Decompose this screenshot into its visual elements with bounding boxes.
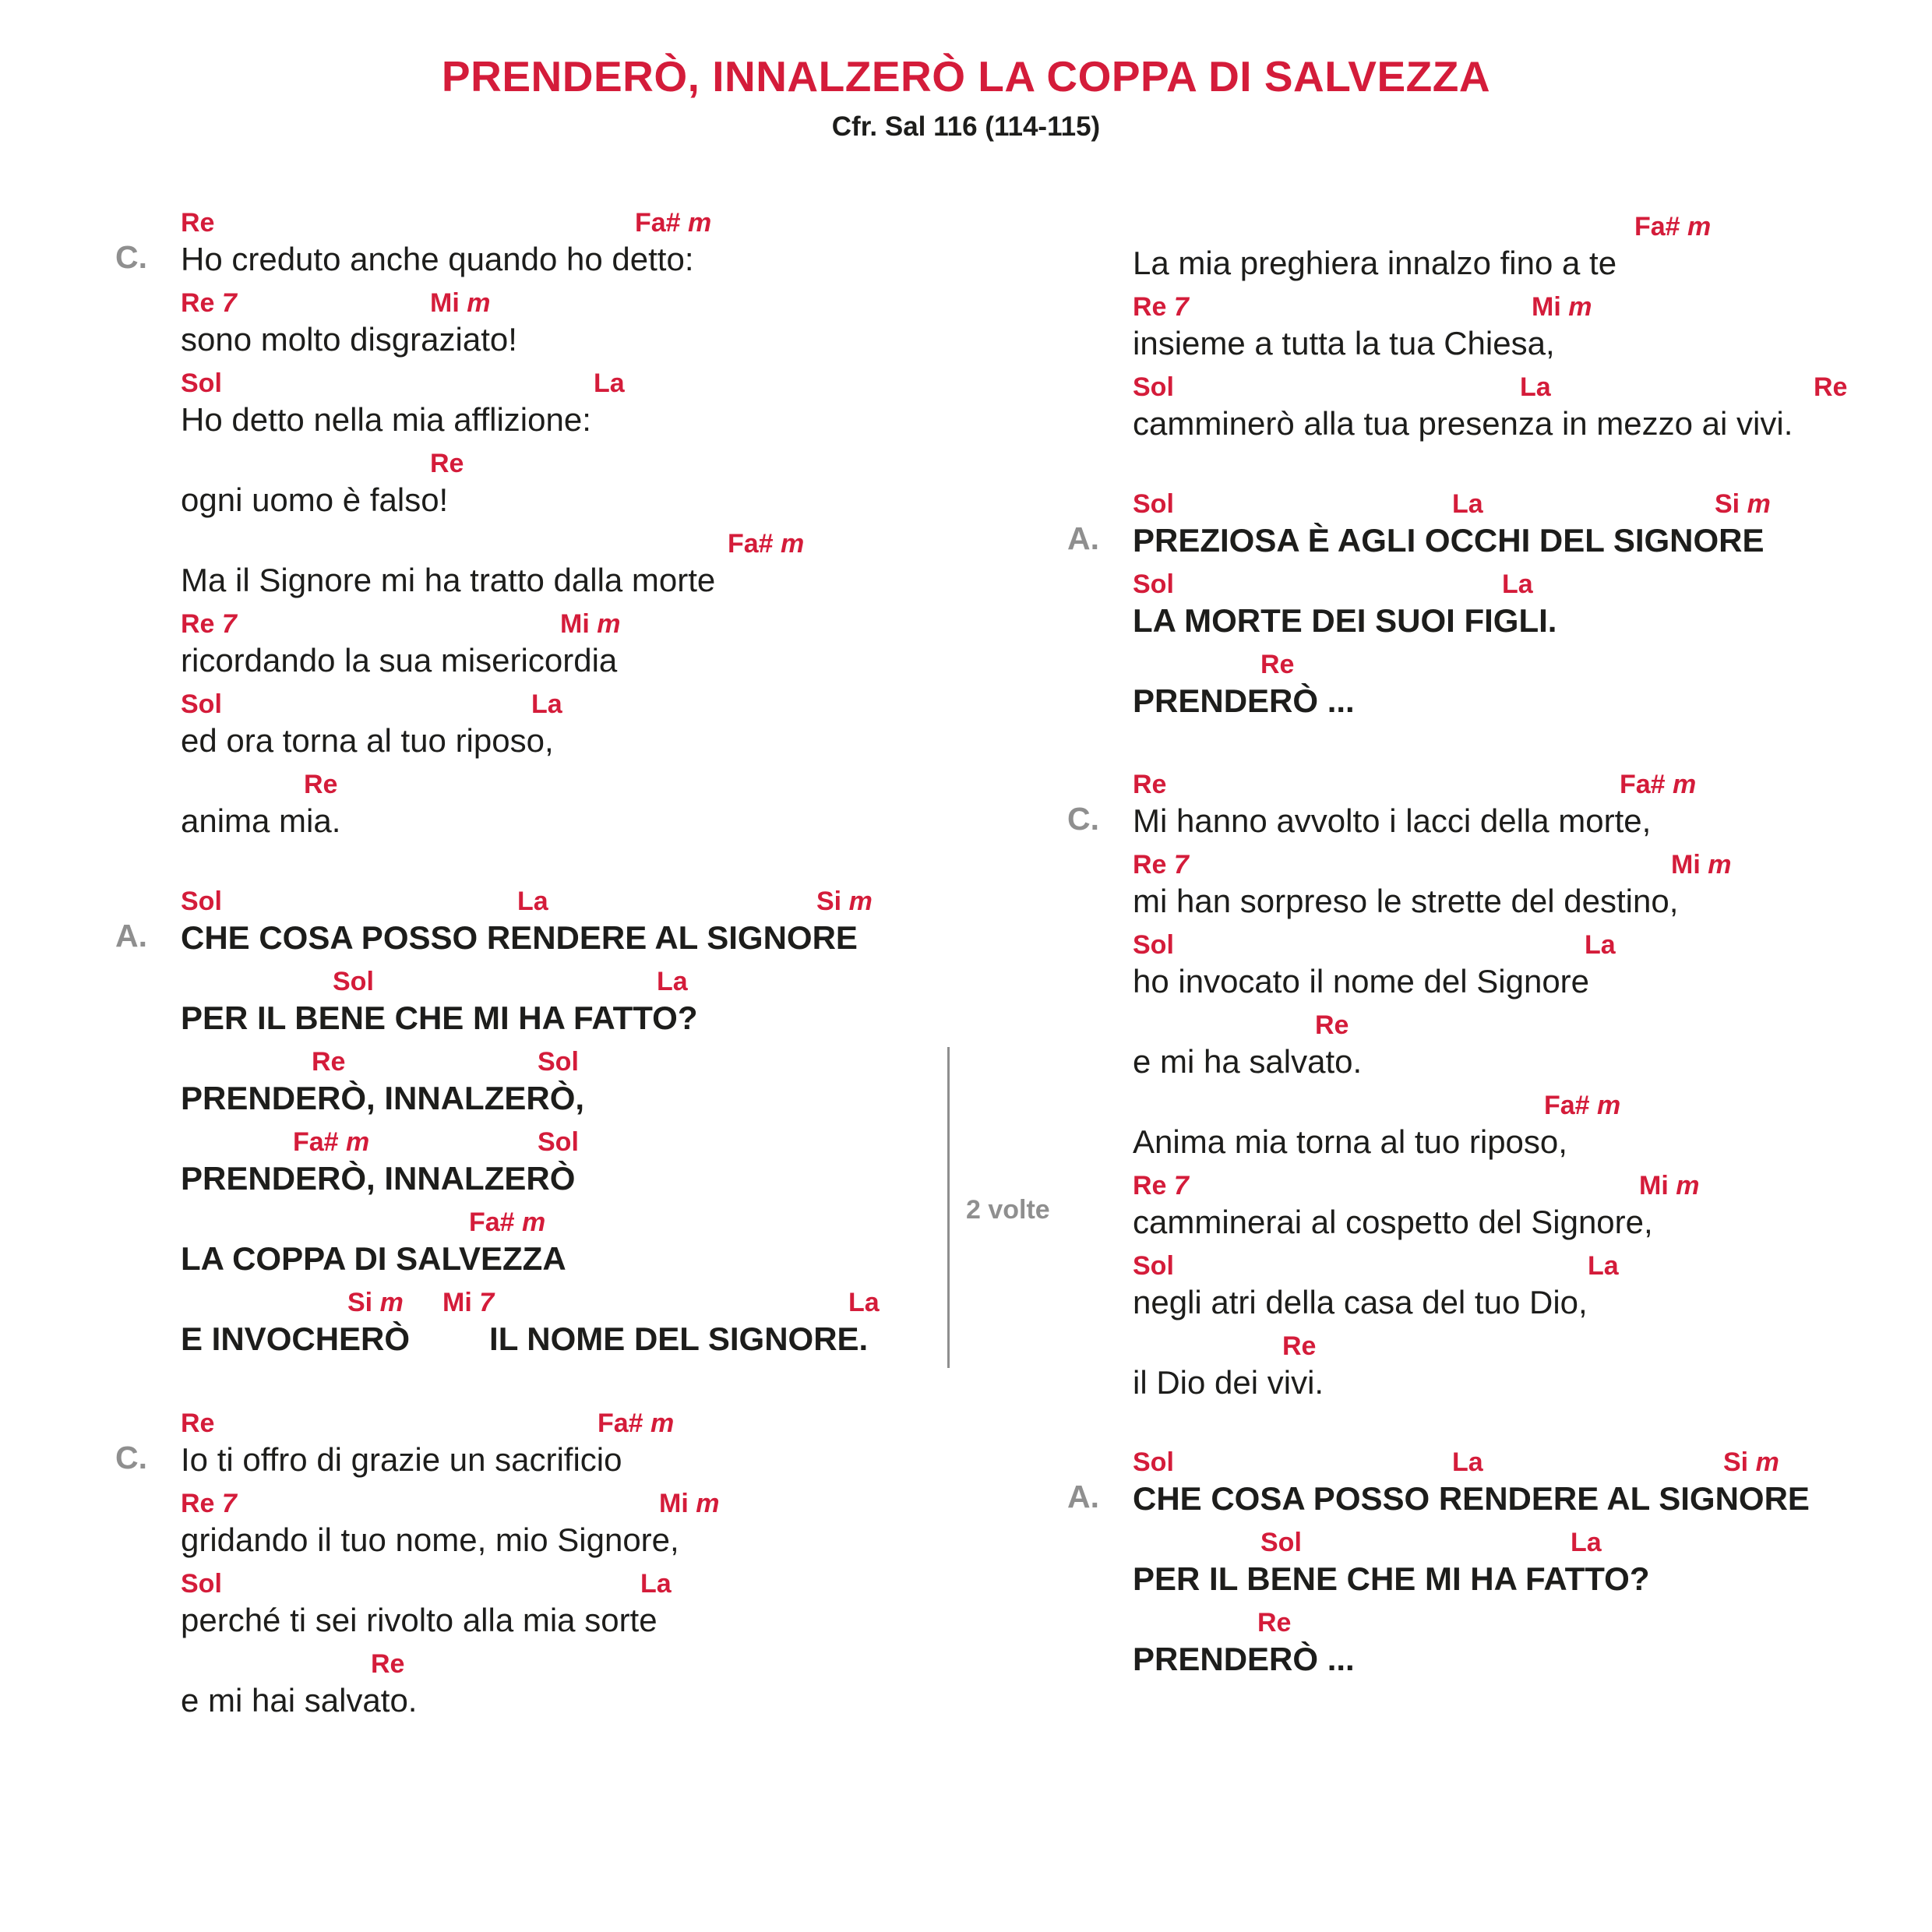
chord: Mi m <box>1671 850 1732 880</box>
lyric-text: insieme a tutta la tua Chiesa, <box>1133 325 1555 361</box>
lyric-text: PER IL BENE CHE MI HA FATTO? <box>1133 1560 1650 1597</box>
chord: La <box>657 967 688 996</box>
chord: Re <box>1315 1010 1349 1040</box>
lyric-text: E INVOCHERÒ IL NOME DEL SIGNORE. <box>181 1320 869 1357</box>
chord: Re 7 <box>181 609 237 639</box>
lyric-text: CHE COSA POSSO RENDERE AL SIGNORE <box>1133 1480 1810 1517</box>
repeat-bracket <box>947 1047 950 1368</box>
lyric-text: PRENDERÒ, INNALZERÒ, <box>181 1080 585 1116</box>
lyric-text: Ho detto nella mia afflizione: <box>181 401 591 438</box>
lyric-text: anima mia. <box>181 802 341 839</box>
chord: Re 7 <box>181 288 237 318</box>
chord: Si m <box>347 1288 404 1317</box>
chord: Mi 7 <box>442 1288 495 1317</box>
chord: Sol <box>181 887 222 916</box>
chord: Re <box>371 1649 405 1679</box>
chord: La <box>848 1288 880 1317</box>
lyric-text: ogni uomo è falso! <box>181 481 449 518</box>
chord: La <box>531 689 562 719</box>
lyric-text: PRENDERÒ ... <box>1133 1641 1355 1677</box>
chord: Re 7 <box>1133 850 1189 880</box>
chord: Re <box>1133 770 1167 799</box>
chord: Re 7 <box>181 1489 237 1518</box>
chord: Sol <box>181 1569 222 1599</box>
chord: La <box>517 887 548 916</box>
chord: Fa# m <box>293 1127 370 1157</box>
psalm-reference: Cfr. Sal 116 (114-115) <box>831 111 1101 142</box>
lyric-text: CHE COSA POSSO RENDERE AL SIGNORE <box>181 919 858 956</box>
chord: Re <box>1282 1331 1317 1361</box>
chord: Re <box>1814 372 1848 402</box>
lyric-text: e mi ha salvato. <box>1133 1043 1363 1080</box>
chord: Mi m <box>560 609 621 639</box>
chord: Re <box>1260 650 1295 679</box>
chord: Fa# m <box>598 1408 675 1438</box>
song-title: PRENDERÒ, INNALZERÒ LA COPPA DI SALVEZZA <box>441 52 1491 100</box>
lyric-text: camminerai al cospetto del Signore, <box>1133 1204 1653 1240</box>
chord: Fa# m <box>635 208 712 238</box>
chord: Fa# m <box>1634 212 1712 242</box>
lyric-text: negli atri della casa del tuo Dio, <box>1133 1284 1588 1320</box>
lyric-text: PRENDERÒ, INNALZERÒ <box>181 1160 576 1197</box>
chord: Fa# m <box>1544 1091 1621 1120</box>
lyric-text: camminerò alla tua presenza in mezzo ai vivi. <box>1133 405 1793 442</box>
chord: Mi m <box>659 1489 720 1518</box>
chord: Re 7 <box>1133 1171 1189 1200</box>
repeat-label: 2 volte <box>966 1195 1050 1225</box>
chord: Fa# m <box>728 529 805 559</box>
section-tag: A. <box>1067 520 1099 556</box>
chord: Mi m <box>430 288 491 318</box>
chord: La <box>640 1569 672 1599</box>
chord: La <box>1585 930 1616 960</box>
lyric-text: Mi hanno avvolto i lacci della morte, <box>1133 802 1652 839</box>
chord: Sol <box>1133 372 1174 402</box>
lyric-text: Ma il Signore mi ha tratto dalla morte <box>181 562 716 598</box>
chord: Re <box>181 208 215 238</box>
section-tag: A. <box>115 918 147 954</box>
chord: Sol <box>333 967 374 996</box>
lyric-text: ed ora torna al tuo riposo, <box>181 722 554 759</box>
section-tag: C. <box>115 239 147 275</box>
chord: Si m <box>816 887 873 916</box>
chord: Sol <box>1260 1528 1302 1557</box>
lyric-text: LA COPPA DI SALVEZZA <box>181 1240 566 1277</box>
chord: Sol <box>181 689 222 719</box>
section-tag: C. <box>1067 801 1099 837</box>
lyric-text: gridando il tuo nome, mio Signore, <box>181 1521 679 1558</box>
chord: Sol <box>1133 1251 1174 1281</box>
chord: Sol <box>1133 1447 1174 1477</box>
section-tag: A. <box>1067 1479 1099 1514</box>
lyric-text: sono molto disgraziato! <box>181 321 517 358</box>
lyric-text: La mia preghiera innalzo fino a te <box>1133 245 1617 281</box>
chord: Fa# m <box>469 1208 546 1237</box>
chord: Re <box>430 449 464 478</box>
chord: Sol <box>1133 569 1174 599</box>
chord: Sol <box>181 368 222 398</box>
lyric-text: Io ti offro di grazie un sacrificio <box>181 1441 622 1478</box>
chord: La <box>1571 1528 1602 1557</box>
chord: La <box>1502 569 1533 599</box>
chord: La <box>1452 1447 1483 1477</box>
chord: Fa# m <box>1620 770 1697 799</box>
chord: Si m <box>1715 489 1771 519</box>
lyric-text: il Dio dei vivi. <box>1133 1364 1324 1401</box>
chord: Sol <box>1133 930 1174 960</box>
lyric-text: PREZIOSA È AGLI OCCHI DEL SIGNORE <box>1133 522 1765 559</box>
chord: La <box>1452 489 1483 519</box>
chord: La <box>1588 1251 1619 1281</box>
chord: Sol <box>538 1127 579 1157</box>
chord: Sol <box>1133 489 1174 519</box>
lyric-text: ho invocato il nome del Signore <box>1133 963 1590 999</box>
chord: Re <box>312 1047 346 1077</box>
section-tag: C. <box>115 1440 147 1475</box>
chord: Sol <box>538 1047 579 1077</box>
chord: Si m <box>1723 1447 1779 1477</box>
lyric-text: ricordando la sua misericordia <box>181 642 618 679</box>
chord: La <box>1520 372 1551 402</box>
chord: Mi m <box>1532 292 1592 322</box>
lyric-text: LA MORTE DEI SUOI FIGLI. <box>1133 602 1557 639</box>
lyric-text: mi han sorpreso le strette del destino, <box>1133 883 1679 919</box>
chord: Mi m <box>1639 1171 1700 1200</box>
lyric-text: e mi hai salvato. <box>181 1682 418 1719</box>
chord: Re 7 <box>1133 292 1189 322</box>
lyric-text: PER IL BENE CHE MI HA FATTO? <box>181 999 698 1036</box>
lyric-text: Anima mia torna al tuo riposo, <box>1133 1123 1567 1160</box>
chord: La <box>594 368 625 398</box>
chord: Re <box>181 1408 215 1438</box>
lyric-text: Ho creduto anche quando ho detto: <box>181 241 694 277</box>
lyric-text: perché ti sei rivolto alla mia sorte <box>181 1602 658 1638</box>
lyric-text: PRENDERÒ ... <box>1133 682 1355 719</box>
chord: Re <box>304 770 338 799</box>
chord: Re <box>1257 1608 1292 1638</box>
